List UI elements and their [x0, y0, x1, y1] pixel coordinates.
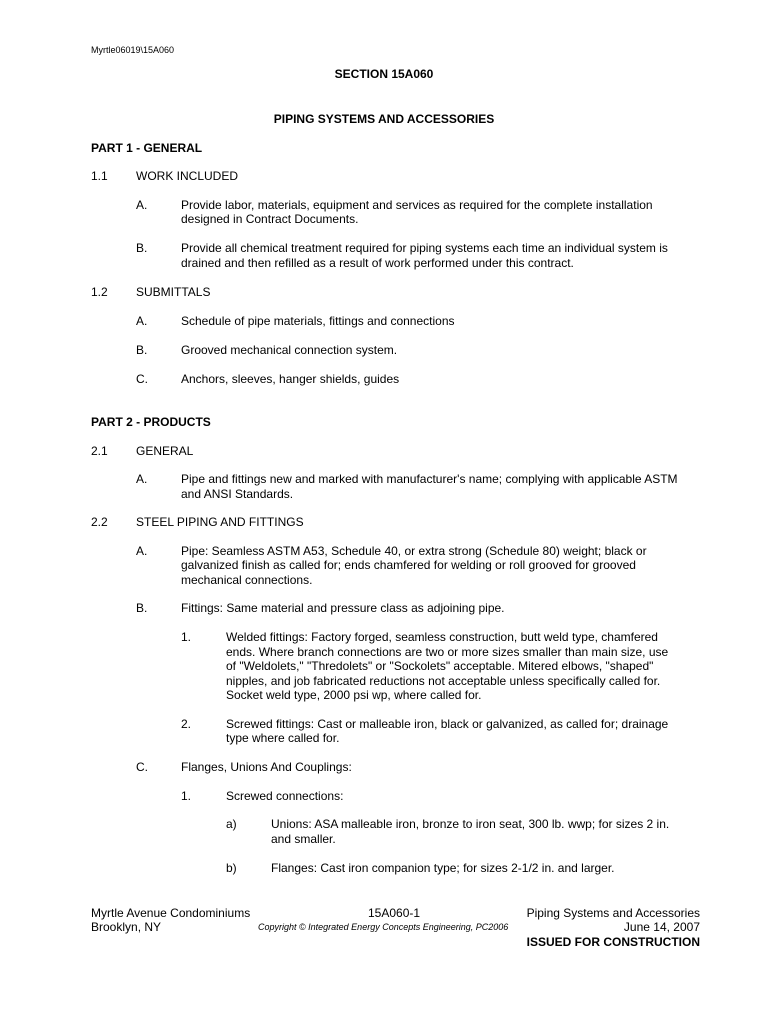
- subitem-number: 1.: [181, 789, 192, 803]
- footer-page-id: 15A060-1: [368, 906, 421, 920]
- item-letter: A.: [136, 198, 148, 212]
- section-2-1-number: 2.1: [91, 444, 108, 458]
- item-letter: B.: [136, 601, 148, 615]
- footer-status: ISSUED FOR CONSTRUCTION: [526, 935, 700, 949]
- subitem-text-line: Screwed fittings: Cast or malleable iron, black or galvanized, as called for; drainage: [226, 717, 669, 731]
- section-1-2-number: 1.2: [91, 285, 108, 299]
- footer-location: Brooklyn, NY: [91, 920, 162, 934]
- section-title: SECTION 15A060: [334, 67, 434, 81]
- part2-heading: PART 2 - PRODUCTS: [91, 415, 211, 429]
- item-letter: A.: [136, 544, 148, 558]
- footer-copyright: Copyright © Integrated Energy Concepts Engineering, PC2006: [258, 922, 509, 932]
- section-2-2-title: STEEL PIPING AND FITTINGS: [136, 515, 304, 529]
- item-text-line: and ANSI Standards.: [181, 487, 294, 501]
- item-letter: C.: [136, 372, 148, 386]
- subsubitem-text-line: Unions: ASA malleable iron, bronze to iron seat, 300 lb. wwp; for sizes 2 in.: [271, 817, 670, 831]
- item-text-line: Flanges, Unions And Couplings:: [181, 760, 352, 774]
- item-text-line: Provide all chemical treatment required for piping systems each time an individual system is: [181, 241, 668, 255]
- subitem-text-line: type where called for.: [226, 731, 340, 745]
- subitem-text-line: ends. Where branch connections are two or more sizes smaller than main size, use: [226, 645, 669, 659]
- subitem-text-line: Screwed connections:: [226, 789, 344, 803]
- footer-section-name: Piping Systems and Accessories: [526, 906, 700, 920]
- section-2-2-number: 2.2: [91, 515, 108, 529]
- item-text-line: galvanized finish as called for; ends chamfered for welding or roll grooved for grooved: [181, 558, 636, 572]
- subitem-number: 2.: [181, 717, 192, 731]
- subsubitem-letter: a): [226, 817, 237, 831]
- document-title: PIPING SYSTEMS AND ACCESSORIES: [273, 112, 495, 126]
- item-text-line: Provide labor, materials, equipment and services as required for the complete installation: [181, 198, 653, 212]
- item-letter: B.: [136, 241, 148, 255]
- item-letter: A.: [136, 472, 148, 486]
- section-1-1-number: 1.1: [91, 169, 108, 183]
- item-text-line: designed in Contract Documents.: [181, 212, 359, 226]
- item-text-line: Pipe: Seamless ASTM A53, Schedule 40, or extra strong (Schedule 80) weight; black or: [181, 544, 647, 558]
- section-1-2-title: SUBMITTALS: [136, 285, 211, 299]
- subitem-text-line: nipples, and job fabricated reductions not acceptable unless specifically called for.: [226, 674, 661, 688]
- subsubitem-letter: b): [226, 861, 237, 875]
- footer-project: Myrtle Avenue Condominiums: [91, 906, 251, 920]
- file-reference: Myrtle06019\15A060: [91, 45, 175, 55]
- item-letter: A.: [136, 314, 148, 328]
- section-2-1-title: GENERAL: [136, 444, 194, 458]
- item-text-line: mechanical connections.: [181, 573, 313, 587]
- item-letter: C.: [136, 760, 148, 774]
- item-text-line: drained and then refilled as a result of work performed under this contract.: [181, 256, 574, 270]
- subsubitem-text-line: and smaller.: [271, 832, 336, 846]
- subsubitem-text-line: Flanges: Cast iron companion type; for sizes 2-1/2 in. and larger.: [271, 861, 615, 875]
- subitem-number: 1.: [181, 630, 192, 644]
- item-text-line: Grooved mechanical connection system.: [181, 343, 398, 357]
- item-text-line: Pipe and fittings new and marked with manufacturer's name; complying with applicable ASTM: [181, 472, 678, 486]
- part1-heading: PART 1 - GENERAL: [91, 141, 203, 155]
- section-1-1-title: WORK INCLUDED: [136, 169, 239, 183]
- item-text-line: Schedule of pipe materials, fittings and connections: [181, 314, 455, 328]
- item-text-line: Fittings: Same material and pressure class as adjoining pipe.: [181, 601, 505, 615]
- subitem-text-line: of "Weldolets," "Thredolets" or "Sockolets" acceptable. Mitered elbows, "shaped": [226, 659, 654, 673]
- footer-date: June 14, 2007: [623, 920, 700, 934]
- subitem-text-line: Welded fittings: Factory forged, seamless construction, butt weld type, chamfered: [226, 630, 658, 644]
- item-letter: B.: [136, 343, 148, 357]
- item-text-line: Anchors, sleeves, hanger shields, guides: [181, 372, 400, 386]
- subitem-text-line: Socket weld type, 2000 psi wp, where called for.: [226, 688, 482, 702]
